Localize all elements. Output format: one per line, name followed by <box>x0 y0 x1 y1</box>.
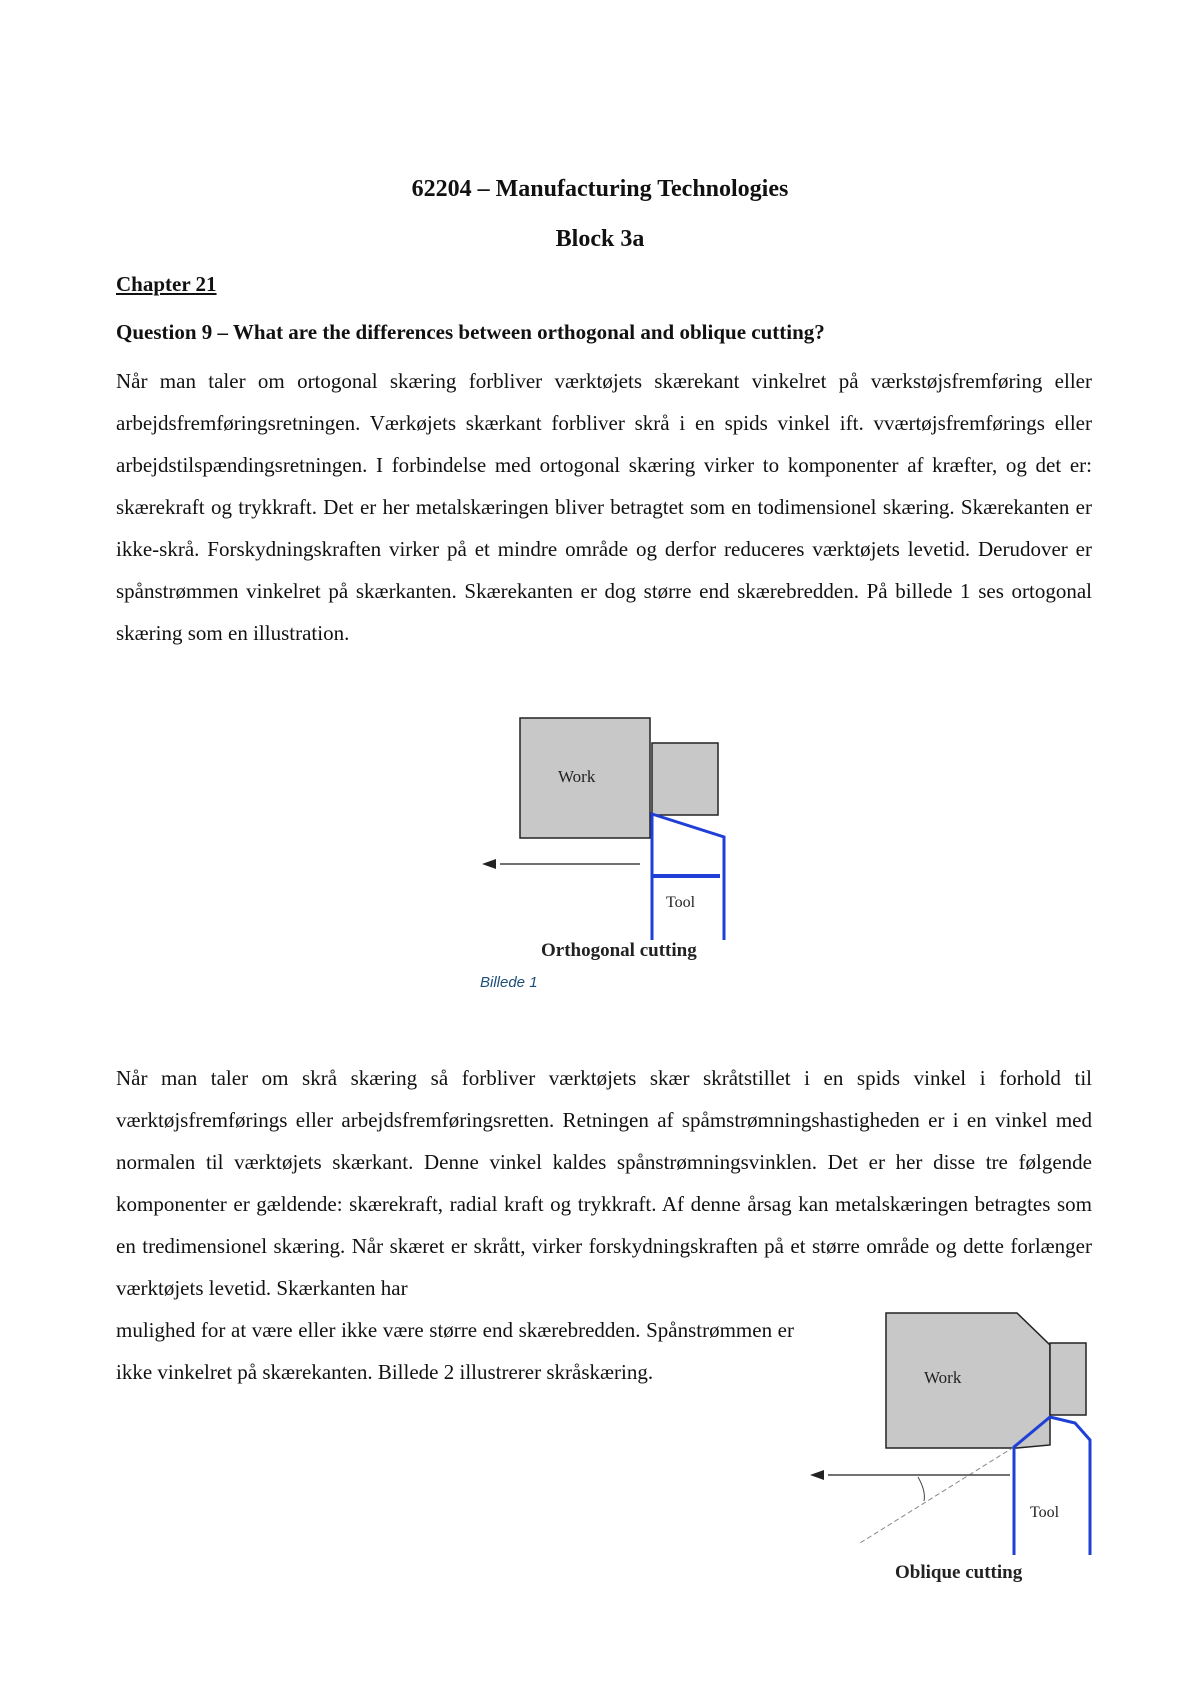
paragraph-orthogonal: Når man taler om ortogonal skæring forbliver værktøjets skærekant vinkelret på værkstøjsfremføring eller arbejdsfremføringsretningen. Værkøjets skærkant forbliver skrå i en spids vinkel ift. vværtøjsfremførings eller arbejdstilspændingsretningen. I forbindelse med ortogonal skæring virker to komponenter af kræfter, og det er: skærekraft og trykkraft. Det er her metalskæringen bliver betragtet som en todimensionel skæring. Skærekanten er ikke-skrå. Forskydningskraften virker på et mindre område og derfor reduceres værktøjets levetid. Derudover er spånstrømmen vinkelret på skærkanten. Skærekanten er dog større end skærebredden. På billede 1 ses ortogonal skæring som en illustration. <box>116 369 1092 645</box>
chapter-heading: Chapter 21 <box>116 272 217 296</box>
paragraph-oblique-part2: mulighed for at være eller ikke være større end skærebredden. Spånstrømmen er ikke vinkelret på skærekanten. Billede 2 illustrerer skråskæring. <box>116 1318 794 1384</box>
work-label: Work <box>924 1368 962 1387</box>
work-step <box>1050 1343 1086 1415</box>
orthogonal-figure-title: Orthogonal cutting <box>541 940 697 961</box>
work-label: Work <box>558 767 596 786</box>
feed-arrowhead <box>482 859 496 869</box>
orthogonal-diagram <box>470 710 740 940</box>
orthogonal-cutting-figure <box>470 710 740 940</box>
question-heading: Question 9 – What are the differences between orthogonal and oblique cutting? <box>116 320 825 344</box>
flow-angle-arc <box>918 1477 924 1501</box>
oblique-diagram <box>800 1305 1100 1555</box>
normal-line <box>860 1447 1014 1543</box>
tool-outline <box>1014 1417 1090 1555</box>
block-title: Block 3a <box>555 226 645 252</box>
paragraph-oblique-part1: Når man taler om skrå skæring så forbliver værktøjets skær skråtstillet i en spids vinkel i forhold til værktøjsfremførings eller arbejdsfremføringsretten. Retningen af spåmstrømningshastigheden er i en vinkel med normalen til værktøjets skærkant. Denne vinkel kaldes spånstrømningsvinklen. Det er her disse tre følgende komponenter er gældende: skærekraft, radial kraft og trykkraft. Af denne årsag kan metalskæringen betragtes som en tredimensionel skæring. Når skæret er skrått, virker forskydningskraften på et større område og dette forlænger værktøjets levetid. Skærkanten har <box>116 1066 1092 1300</box>
feed-arrowhead <box>810 1470 824 1480</box>
oblique-figure-title: Oblique cutting <box>895 1562 1023 1583</box>
work-step <box>652 743 718 815</box>
figure1-caption: Billede 1 <box>480 974 538 991</box>
tool-label: Tool <box>1030 1504 1060 1521</box>
tool-label: Tool <box>666 894 696 911</box>
oblique-cutting-figure <box>800 1305 1100 1555</box>
work-block <box>886 1313 1050 1448</box>
course-title: 62204 – Manufacturing Technologies <box>411 176 789 202</box>
